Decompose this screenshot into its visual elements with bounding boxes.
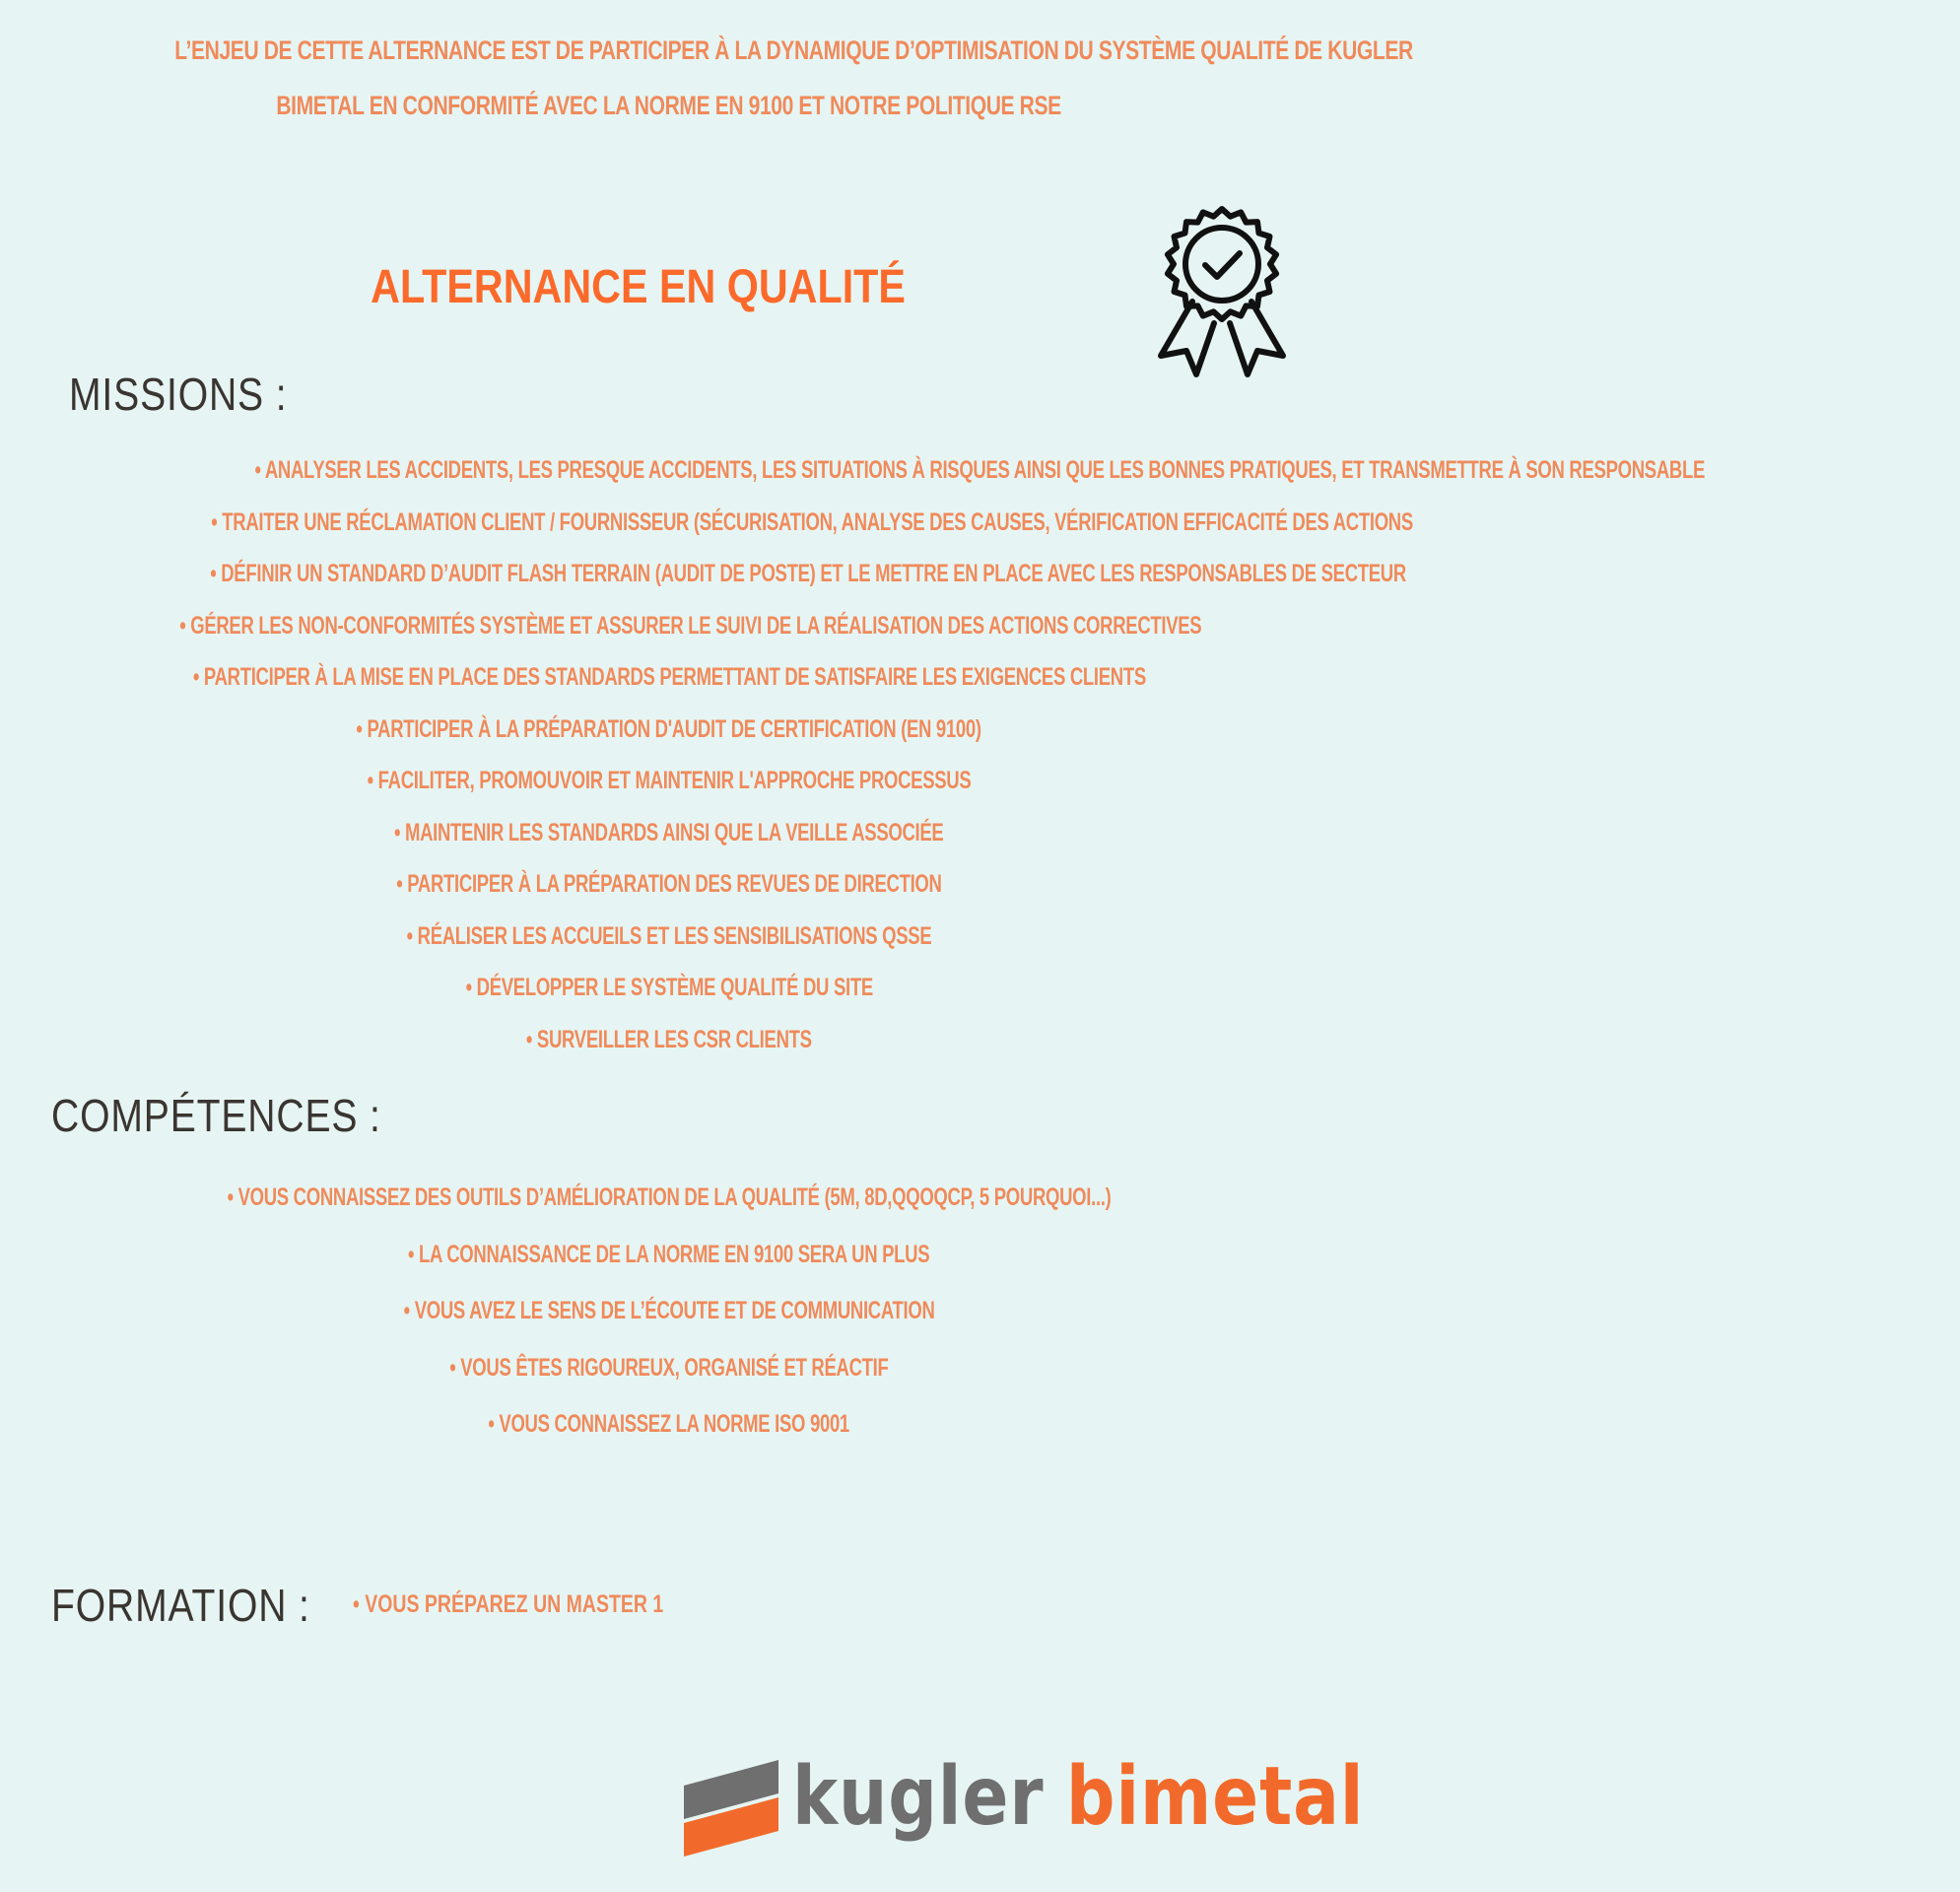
mission-item: • SURVEILLER LES CSR CLIENTS <box>526 1025 812 1053</box>
formation-item: • VOUS PRÉPAREZ UN MASTER 1 <box>353 1590 664 1618</box>
mission-item: • TRAITER UNE RÉCLAMATION CLIENT / FOURNISSEUR (SÉCURISATION, ANALYSE DES CAUSES, VÉRIFICATION EFFICACITÉ DES ACTIONS <box>211 507 1413 536</box>
missions-heading: MISSIONS : <box>69 369 288 420</box>
competence-item: • LA CONNAISSANCE DE LA NORME EN 9100 SERA UN PLUS <box>408 1240 930 1268</box>
mission-item: • ANALYSER LES ACCIDENTS, LES PRESQUE ACCIDENTS, LES SITUATIONS À RISQUES AINSI QUE LES BONNES PRATIQUES, ET TRANSMETTRE À SON RESPONSABLE <box>254 456 1706 484</box>
mission-item: • PARTICIPER À LA MISE EN PLACE DES STANDARDS PERMETTANT DE SATISFAIRE LES EXIGENCES CLIENTS <box>192 663 1146 691</box>
competences-heading: COMPÉTENCES : <box>51 1090 381 1141</box>
intro-line-2: BIMETAL EN CONFORMITÉ AVEC LA NORME EN 9100 ET NOTRE POLITIQUE RSE <box>276 91 1062 120</box>
competence-item: • VOUS CONNAISSEZ LA NORME ISO 9001 <box>488 1410 850 1438</box>
competence-item: • VOUS CONNAISSEZ DES OUTILS D’AMÉLIORATION DE LA QUALITÉ (5M, 8D,QQOQCP, 5 POURQUOI...) <box>227 1183 1112 1211</box>
logo-mark-icon <box>684 1760 778 1858</box>
mission-item: • DÉFINIR UN STANDARD D’AUDIT FLASH TERRAIN (AUDIT DE POSTE) ET LE METTRE EN PLACE AVEC LES RESPONSABLES DE SECTEUR <box>210 560 1406 587</box>
mission-item: • RÉALISER LES ACCUEILS ET LES SENSIBILISATIONS QSSE <box>406 921 932 950</box>
page-title: ALTERNANCE EN QUALITÉ <box>371 261 906 313</box>
competence-item: • VOUS AVEZ LE SENS DE L’ÉCOUTE ET DE COMMUNICATION <box>403 1297 935 1324</box>
logo-wordmark-bimetal: bimetal <box>1065 1750 1365 1844</box>
award-ribbon-check-icon <box>1153 203 1291 378</box>
mission-item: • FACILITER, PROMOUVOIR ET MAINTENIR L'APPROCHE PROCESSUS <box>367 767 972 794</box>
logo-wordmark <box>792 1750 1442 1844</box>
mission-item: • DÉVELOPPER LE SYSTÈME QUALITÉ DU SITE <box>465 974 873 1001</box>
formation-heading: FORMATION : <box>51 1580 310 1631</box>
competences-list <box>0 1182 1338 1466</box>
missions-list <box>0 455 1706 1076</box>
mission-item: • PARTICIPER À LA PRÉPARATION D'AUDIT DE CERTIFICATION (EN 9100) <box>356 714 982 743</box>
competence-item: • VOUS ÊTES RIGOUREUX, ORGANISÉ ET RÉACTIF <box>449 1353 889 1382</box>
intro-line-1: L’ENJEU DE CETTE ALTERNANCE EST DE PARTICIPER À LA DYNAMIQUE D’OPTIMISATION DU SYSTÈME QUALITÉ DE KUGLER <box>174 35 1413 65</box>
mission-item: • GÉRER LES NON-CONFORMITÉS SYSTÈME ET ASSURER LE SUIVI DE LA RÉALISATION DES ACTIONS CORRECTIVES <box>179 611 1202 640</box>
mission-item: • PARTICIPER À LA PRÉPARATION DES REVUES DE DIRECTION <box>396 870 942 898</box>
logo-wordmark-kugler: kugler <box>792 1750 1045 1844</box>
kugler-bimetal-logo <box>684 1750 1365 1864</box>
mission-item: • MAINTENIR LES STANDARDS AINSI QUE LA VEILLE ASSOCIÉE <box>394 818 944 846</box>
